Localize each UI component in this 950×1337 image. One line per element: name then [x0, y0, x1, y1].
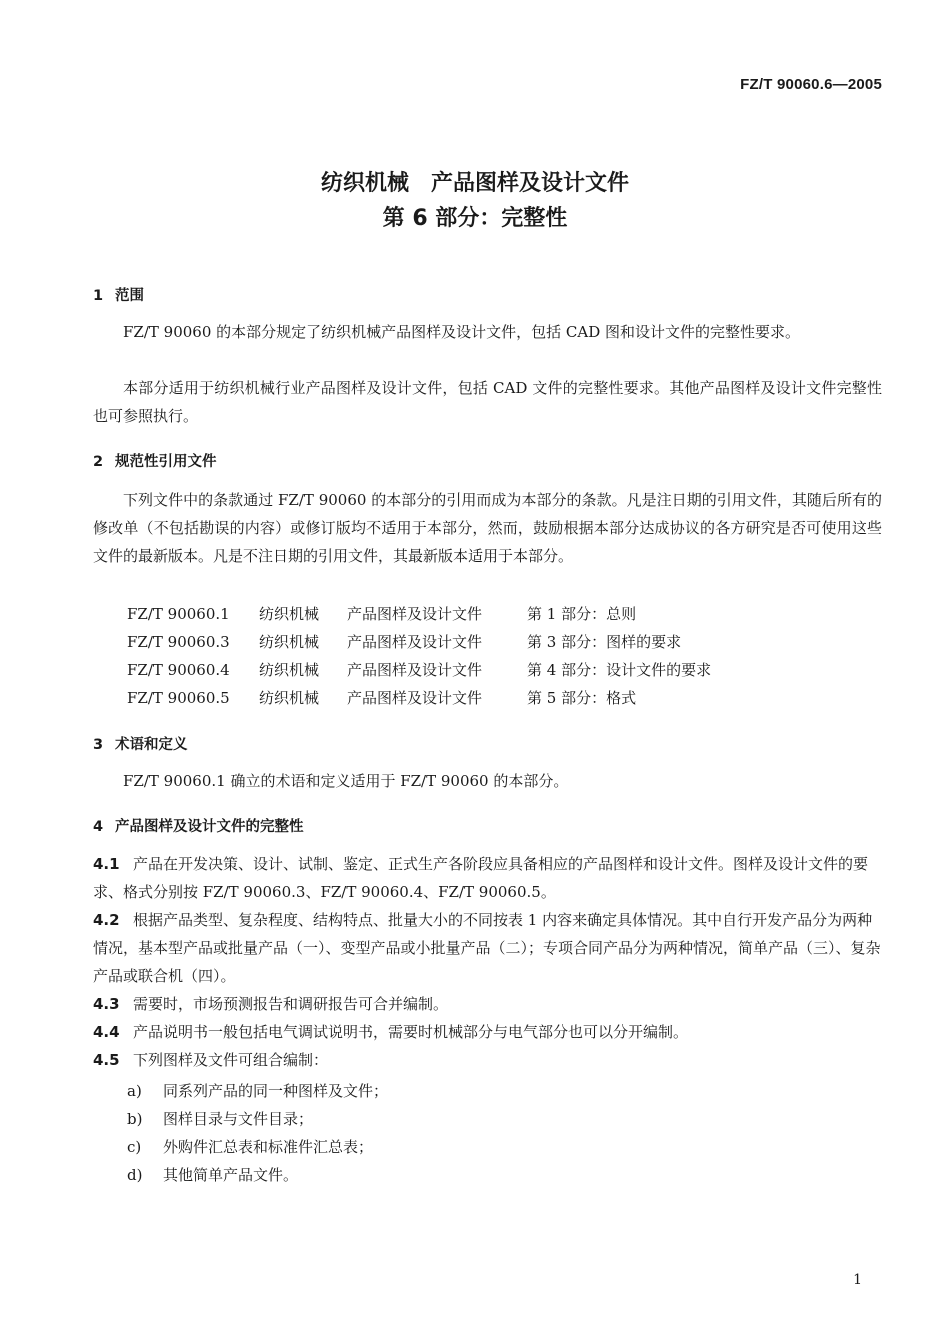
reference-part-b: 产品图样及设计文件 [347, 661, 483, 679]
section-title: 术语和定义 [115, 737, 188, 753]
list-item [127, 1161, 298, 1189]
section-title: 规范性引用文件 [115, 454, 217, 470]
reference-part-a: 纺织机械 [259, 689, 320, 707]
document-title: 纺织机械 产品图样及设计文件 [320, 171, 629, 196]
list-item-text: 图样目录与文件目录； [163, 1110, 314, 1128]
clause [93, 990, 882, 1018]
reference-part-c: 第 3 部分：图样的要求 [527, 633, 682, 651]
section-heading-4 [93, 815, 304, 836]
clause-number: 4.3 [93, 995, 120, 1013]
section-number: 3 [93, 737, 104, 753]
reference-item [127, 684, 636, 712]
section-number: 2 [93, 454, 104, 470]
reference-part-c: 第 4 部分：设计文件的要求 [527, 661, 712, 679]
reference-part-c: 第 1 部分：总则 [527, 605, 637, 623]
paragraph-text: 下列文件中的条款通过 FZ/T 90060 的本部分的引用而成为本部分的条款。凡是注日期的引用文件，其随后所有的修改单（不包括勘误的内容）或修订版均不适用于本部分，然而，鼓励根据本部分达成协议的各方研究是否可使用这些文件的最新版本。凡是不注日期的引用文件，其最新版本适用于本部分。 [93, 491, 882, 565]
clause-number: 4.1 [93, 855, 120, 873]
section-heading-3 [93, 733, 188, 754]
list-marker: b) [127, 1110, 143, 1128]
reference-part-a: 纺织机械 [259, 661, 320, 679]
reference-part-c: 第 5 部分：格式 [527, 689, 637, 707]
clause [93, 1018, 882, 1046]
clause [93, 906, 882, 990]
section-number: 1 [93, 288, 104, 304]
list-item [127, 1133, 373, 1161]
paragraph [93, 318, 882, 346]
clause-text: 下列图样及文件可组合编制： [133, 1051, 329, 1069]
list-marker: d) [127, 1166, 143, 1184]
reference-part-b: 产品图样及设计文件 [347, 605, 483, 623]
list-item-text: 外购件汇总表和标准件汇总表； [163, 1138, 374, 1156]
reference-item [127, 600, 636, 628]
list-item [127, 1077, 388, 1105]
page-number: 1 [853, 1272, 862, 1288]
standard-number: FZ/T 90060.6—2005 [740, 76, 882, 93]
reference-part-b: 产品图样及设计文件 [347, 633, 483, 651]
list-marker: a) [127, 1082, 142, 1100]
clause-number: 4.5 [93, 1051, 120, 1069]
clause-text: 产品说明书一般包括电气调试说明书，需要时机械部分与电气部分也可以分开编制。 [133, 1023, 689, 1041]
reference-part-a: 纺织机械 [259, 633, 320, 651]
list-item-text: 其他简单产品文件。 [163, 1166, 299, 1184]
reference-item [127, 628, 681, 656]
reference-code: FZ/T 90060.5 [127, 689, 230, 707]
reference-part-a: 纺织机械 [259, 605, 320, 623]
reference-code: FZ/T 90060.3 [127, 633, 230, 651]
paragraph [93, 374, 882, 430]
paragraph-text: FZ/T 90060 的本部分规定了纺织机械产品图样及设计文件，包括 CAD 图和设计文件的完整性要求。 [123, 323, 801, 341]
section-heading-1 [93, 284, 144, 305]
clause-text: 需要时，市场预测报告和调研报告可合并编制。 [133, 995, 449, 1013]
clause [93, 1046, 882, 1074]
reference-code: FZ/T 90060.1 [127, 605, 230, 623]
section-title: 范围 [115, 288, 144, 304]
clause-number: 4.2 [93, 911, 120, 929]
list-item-text: 同系列产品的同一种图样及文件； [163, 1082, 389, 1100]
clause-text: 根据产品类型、复杂程度、结构特点、批量大小的不同按表 1 内容来确定具体情况。其中自行开发产品分为两种情况，基本型产品或批量产品（一）、变型产品或小批量产品（二）；专项合同产品分为两种情况，简单产品（三）、复杂产品或联合机（四）。 [93, 911, 881, 985]
clause-number: 4.4 [93, 1023, 120, 1041]
paragraph [93, 767, 882, 795]
reference-item [127, 656, 711, 684]
clause-text: 产品在开发决策、设计、试制、鉴定、正式生产各阶段应具备相应的产品图样和设计文件。图样及设计文件的要求、格式分别按 FZ/T 90060.3、FZ/T 90060.4、FZ/T 90060.5。 [93, 855, 869, 901]
reference-part-b: 产品图样及设计文件 [347, 689, 483, 707]
paragraph-text: FZ/T 90060.1 确立的术语和定义适用于 FZ/T 90060 的本部分。 [123, 772, 569, 790]
section-heading-2 [93, 450, 217, 471]
clause [93, 850, 882, 906]
list-marker: c) [127, 1138, 142, 1156]
paragraph-text: 本部分适用于纺织机械行业产品图样及设计文件，包括 CAD 文件的完整性要求。其他产品图样及设计文件完整性也可参照执行。 [93, 379, 882, 425]
list-item [127, 1105, 313, 1133]
reference-code: FZ/T 90060.4 [127, 661, 230, 679]
document-subtitle: 第 6 部分：完整性 [382, 206, 568, 231]
section-number: 4 [93, 819, 104, 835]
section-title: 产品图样及设计文件的完整性 [115, 819, 304, 835]
paragraph [93, 486, 882, 570]
